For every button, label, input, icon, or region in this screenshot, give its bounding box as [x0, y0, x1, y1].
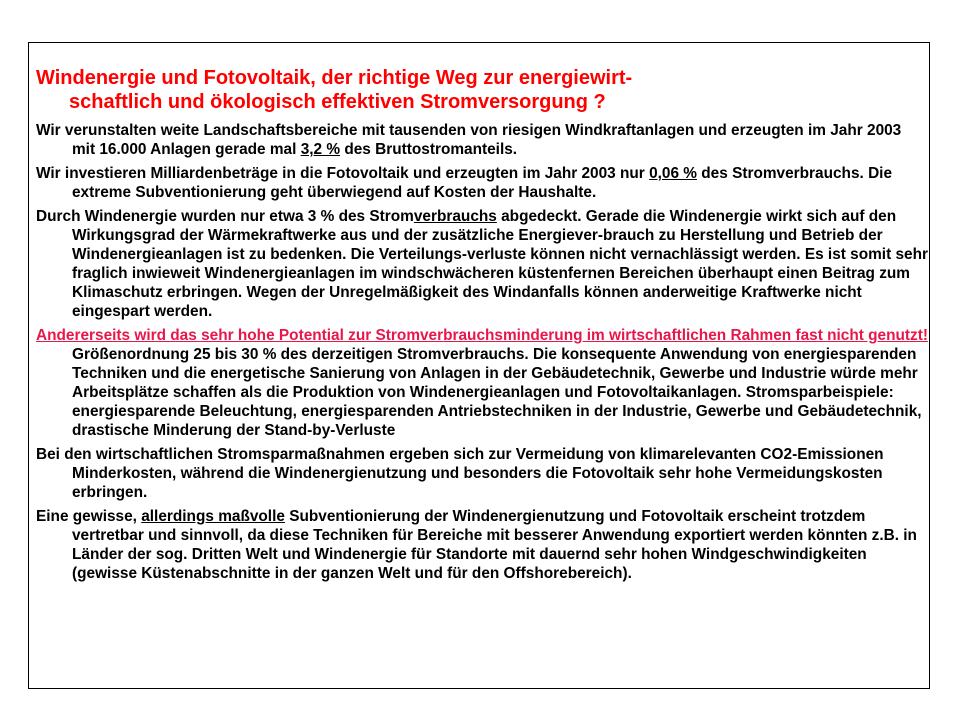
slide-title — [36, 66, 928, 114]
paragraph-stromsparmassnahmen — [36, 445, 928, 502]
p3-text-start: Durch Windenergie wurden nur etwa 3 % des Strom — [36, 208, 414, 225]
p2-text-end: des Stromverbrauchs. Die extreme Subventionierung geht überwiegend auf Kosten der Haushalte. — [72, 165, 893, 201]
p6-text-end: Subventionierung der Windenergienutzung und Fotovoltaik erscheint trotzdem vertretbar und sinnvoll, da diese Techniken für Bereiche mit besserer Anwendung exportiert werden könnten z.B. in Länder der sog. Dritten Welt und Windenergie für Standorte mit dauernd sehr hohen Windgeschwindigkeiten (gewisse Küstenabschnitte in der ganzen Welt und für den Offshorebereich). — [72, 508, 917, 582]
p1-text-end: des Bruttostromanteils. — [340, 141, 518, 158]
paragraph-windenergie-verbrauch — [36, 207, 928, 321]
paragraph-wind-landscape — [36, 121, 928, 159]
paragraph-stromverbrauchsminderung — [36, 326, 928, 440]
p3-text-end: abgedeckt. Gerade die Windenergie wirkt sich auf den Wirkungsgrad der Wärmekraftwerke aus und der zusätzliche Energiever-brauch zu Herstellung und Betrieb der Windenergieanlagen ist zu bedenken. Die Verteilungs-verluste können nicht vernachlässigt werden. Es ist somit sehr fraglich inwieweit Windenergieanlagen im windschwächeren küstenfernen Bereichen überhaupt einen Beitrag zum Klimaschutz erbringen. Wegen der Unregelmäßigkeit des Windanfalls können anderweitige Kraftwerke nicht eingespart werden. — [72, 208, 928, 320]
slide-content — [36, 66, 928, 588]
p1-underlined-percent: 3,2 % — [300, 141, 341, 158]
p4-text-end: Größenordnung 25 bis 30 % des derzeitigen Stromverbrauchs. Die konsequente Anwendung von energiesparenden Techniken und die energetische Sanierung von Anlagen in der Gebäudetechnik, Gewerbe und Industrie würde mehr Arbeitsplätze schaffen als die Produktion von Windenergieanlagen und Fotovoltaikanlagen. Stromsparbeispiele: energiesparende Beleuchtung, energiesparenden Antriebstechniken in der Industrie, Gewerbe und Gebäudetechnik, drastische Minderung der Stand-by-Verluste — [72, 346, 922, 439]
p3-underlined-word: verbrauchs — [413, 208, 497, 225]
title-line-2: schaftlich und ökologisch effektiven Stromversorgung ? — [69, 91, 606, 113]
p6-text-start: Eine gewisse, — [36, 508, 142, 525]
p4-highlighted-statement: Andererseits wird das sehr hohe Potential zur Stromverbrauchsminderung im wirtschaftlichen Rahmen fast nicht genutzt! — [36, 327, 928, 344]
paragraph-subventionierung — [36, 507, 928, 583]
p6-underlined-phrase: allerdings maßvolle — [141, 508, 285, 525]
p1-text-start: Wir verunstalten weite Landschaftsbereiche mit tausenden von riesigen Windkraftanlagen und erzeugten im Jahr 2003 mit 16.000 Anlagen gerade mal — [36, 122, 902, 158]
title-line-1: Windenergie und Fotovoltaik, der richtige Weg zur energiewirt- — [36, 67, 633, 89]
paragraph-fotovoltaik — [36, 164, 928, 202]
p2-text-start: Wir investieren Milliardenbeträge in die Fotovoltaik und erzeugten im Jahr 2003 nur — [36, 165, 650, 182]
p2-underlined-percent: 0,06 % — [649, 165, 697, 182]
p5-text: Bei den wirtschaftlichen Stromsparmaßnahmen ergeben sich zur Vermeidung von klimarelevanten CO2-Emissionen Minderkosten, während die Windenergienutzung und besonders die Fotovoltaik sehr hohe Vermeidungskosten erbringen. — [36, 446, 884, 501]
